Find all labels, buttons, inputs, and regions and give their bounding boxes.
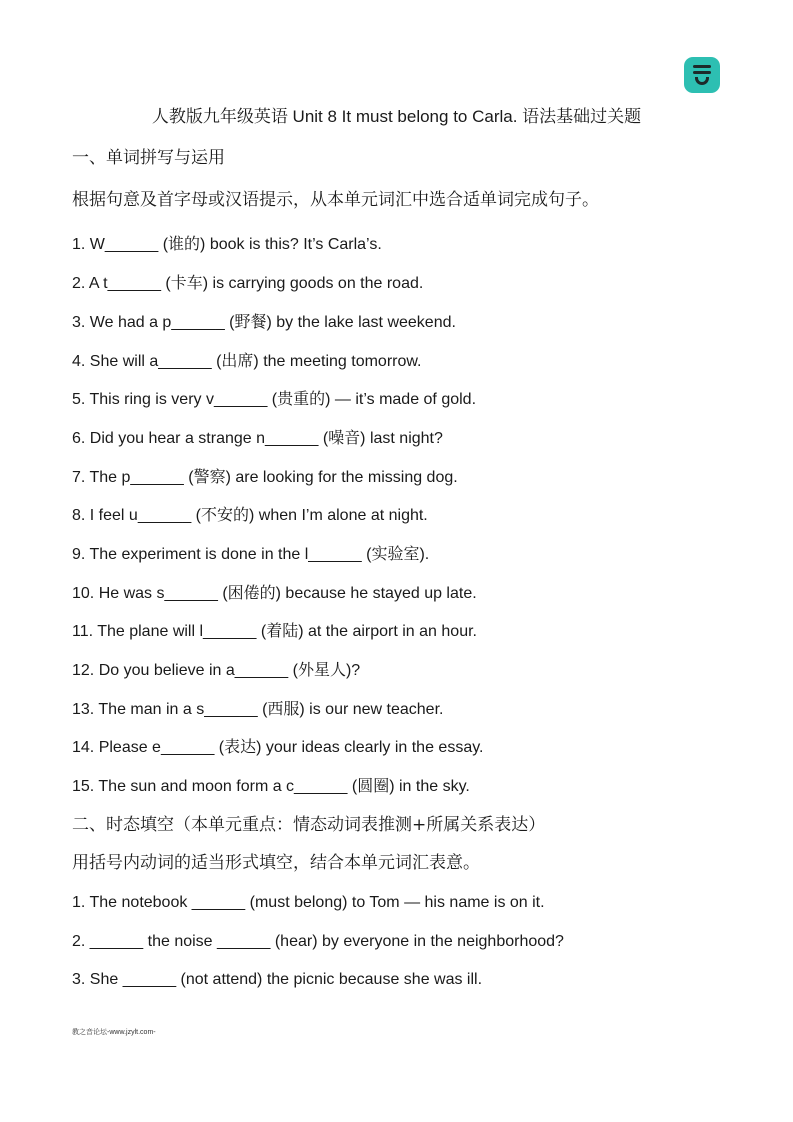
list-item: 3. We had a p______ (野餐) by the lake last weekend. [72, 314, 456, 331]
list-item: 6. Did you hear a strange n______ (噪音) last night? [72, 430, 443, 447]
list-item: 9. The experiment is done in the l______ (实验室). [72, 546, 430, 563]
list-item: 4. She will a______ (出席) the meeting tomorrow. [72, 353, 422, 370]
list-item: 3. She ______ (not attend) the picnic because she was ill. [72, 971, 483, 988]
footer-watermark: 教之音论坛-www.jzylt.com- [72, 1029, 156, 1036]
list-item: 5. This ring is very v______ (贵重的) — it’s made of gold. [72, 391, 477, 408]
list-item: 13. The man in a s______ (西服) is our new teacher. [72, 701, 444, 718]
list-item: 10. He was s______ (困倦的) because he stayed up late. [72, 585, 477, 602]
logo-bar-top [693, 65, 711, 68]
logo-smile-shape [695, 77, 709, 85]
logo-bar-middle [693, 71, 711, 74]
list-item: 8. I feel u______ (不安的) when I’m alone at night. [72, 507, 428, 524]
list-item: 2. A t______ (卡车) is carrying goods on the road. [72, 275, 424, 292]
list-item: 1. The notebook ______ (must belong) to Tom — his name is on it. [72, 894, 545, 911]
list-item: 1. W______ (谁的) book is this? It’s Carla’s. [72, 236, 382, 253]
list-item: 14. Please e______ (表达) your ideas clearly in the essay. [72, 739, 484, 756]
section2-instruction: 用括号内动词的适当形式填空，结合本单元词汇表意。 [72, 853, 480, 873]
list-item: 12. Do you believe in a______ (外星人)? [72, 662, 361, 679]
list-item: 7. The p______ (警察) are looking for the missing dog. [72, 469, 458, 486]
site-logo-icon [684, 57, 720, 93]
section1-heading: 一、单词拼写与运用 [72, 148, 225, 168]
list-item: 11. The plane will l______ (着陆) at the airport in an hour. [72, 623, 477, 640]
section1-instruction: 根据句意及首字母或汉语提示，从本单元词汇中选合适单词完成句子。 [72, 190, 599, 210]
list-item: 2. ______ the noise ______ (hear) by everyone in the neighborhood? [72, 933, 564, 950]
list-item: 15. The sun and moon form a c______ (圆圈) in the sky. [72, 778, 470, 795]
page-title: 人教版九年级英语 Unit 8 It must belong to Carla. 语法基础过关题 [151, 107, 642, 126]
section2-heading: 二、时态填空（本单元重点：情态动词表推测+所属关系表达） [72, 815, 546, 835]
